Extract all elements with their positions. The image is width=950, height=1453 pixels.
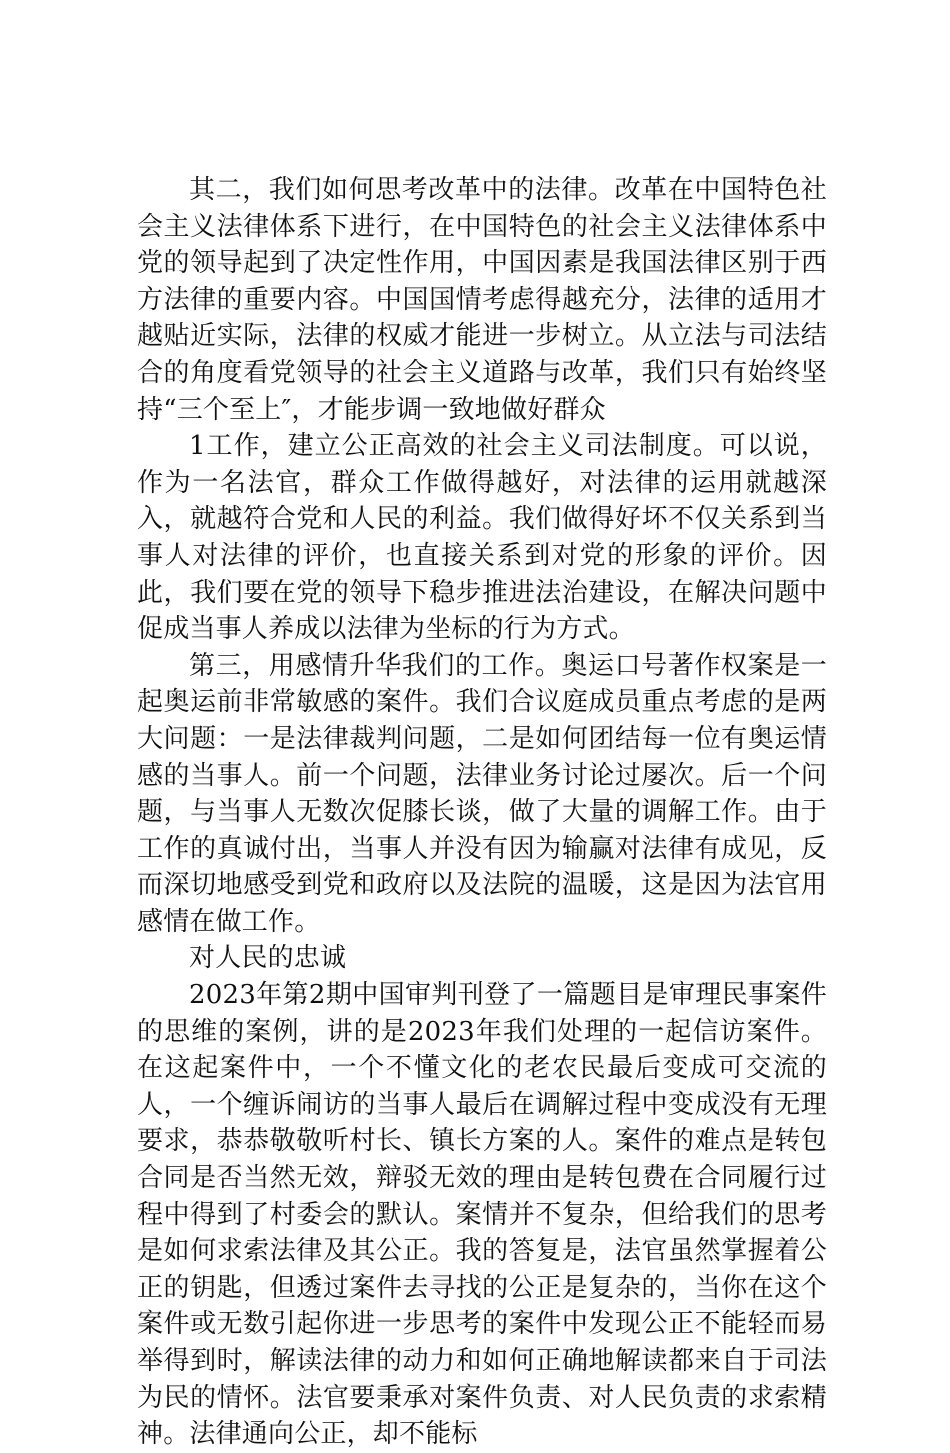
document-body [137, 172, 827, 1453]
paragraph-judicial-system: 1工作，建立公正高效的社会主义司法制度。可以说，作为一名法官，群众工作做得越好，对法律的运用就越深入，就越符合党和人民的利益。我们做得好坏不仅关系到当事人对法律的评价，也直接关系到对党的形象的评价。因此，我们要在党的领导下稳步推进法治建设，在解决问题中促成当事人养成以法律为坐标的行为方式。 [137, 431, 827, 645]
paragraph-emotion-work: 第三，用感情升华我们的工作。奥运口号著作权案是一起奥运前非常敏感的案件。我们合议庭成员重点考虑的是两大问题：一是法律裁判问题，二是如何团结每一位有奥运情感的当事人。前一个问题，法律业务讨论过屡次。后一个问题，与当事人无数次促膝长谈，做了大量的调解工作。由于工作的真诚付出，当事人并没有因为输赢对法律有成见，反而深切地感受到党和政府以及法院的温暖，这是因为法官用感情在做工作。 [137, 650, 827, 937]
paragraph-reform-law: 其二，我们如何思考改革中的法律。改革在中国特色社会主义法律体系下进行，在中国特色的社会主义法律体系中党的领导起到了决定性作用，中国因素是我国法律区别于西方法律的重要内容。中国国情考虑得越充分，法律的适用才越贴近实际，法律的权威才能进一步树立。从立法与司法结合的角度看党领导的社会主义道路与改革，我们只有始终坚持“三个至上″，才能步调一致地做好群众 [137, 175, 827, 425]
section-heading-loyalty: 对人民的忠诚 [189, 943, 347, 974]
paragraph-petition-case: 2023年第2期中国审判刊登了一篇题目是审理民事案件的思维的案例，讲的是2023年我们处理的一起信访案件。在这起案件中，一个不懂文化的老农民最后变成可交流的人，一个缠诉闹访的当事人最后在调解过程中变成没有无理要求，恭恭敬敬听村长、镇长方案的人。案件的难点是转包合同是否当然无效，辩驳无效的理由是转包费在合同履行过程中得到了村委会的默认。案情并不复杂，但给我们的思考是如何求索法律及其公正。我的答复是，法官虽然掌握着公正的钥匙，但透过案件去寻找的公正是复杂的，当你在这个案件或无数引起你进一步思考的案件中发现公正不能轻而易举得到时，解读法律的动力和如何正确地解读都来自于司法为民的情怀。法官要秉承对案件负责、对人民负责的求索精神。法律通向公正，却不能标 [137, 980, 827, 1450]
